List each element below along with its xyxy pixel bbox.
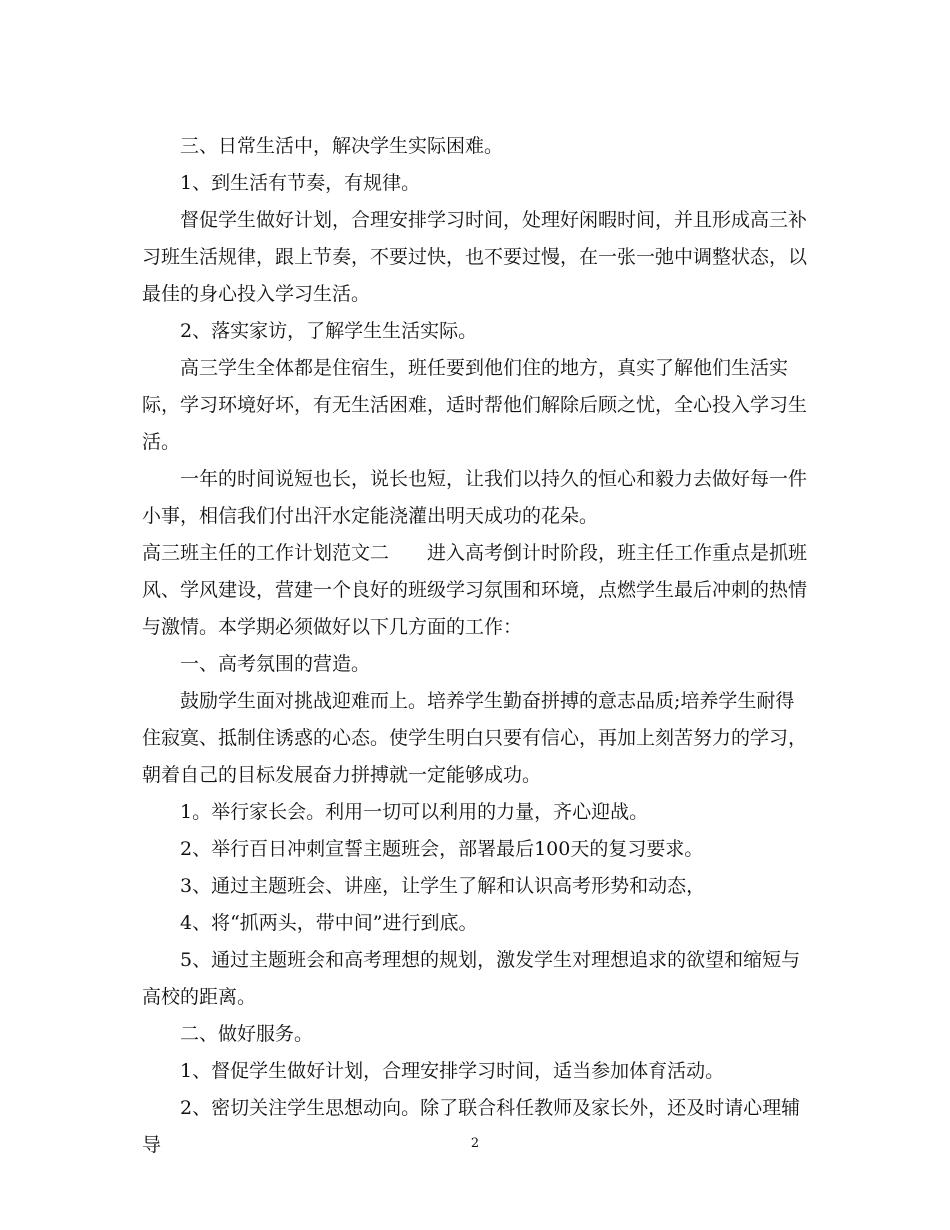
list-item-two-ends: 4、将“抓两头，带中间”进行到底。 — [180, 912, 478, 934]
paragraph-closing: 一年的时间说短也长，说长也短，让我们以持久的恒心和毅力去做好每一件小事，相信我们付出汗水定能浇灌出明天成功的花朵。 — [142, 468, 808, 527]
list-item-ideal-planning: 5、通过主题班会和高考理想的规划，激发学生对理想追求的欲望和缩短与高校的距离。 — [142, 949, 801, 1008]
section-heading-service: 二、做好服务。 — [180, 1023, 314, 1045]
section-heading-atmosphere: 一、高考氛围的营造。 — [180, 653, 371, 675]
list-item-study-plan: 1、督促学生做好计划，合理安排学习时间，适当参加体育活动。 — [180, 1060, 725, 1082]
page-number: 2 — [470, 1136, 480, 1151]
list-item-hundred-days: 2、举行百日冲刺宣誓主题班会，部署最后100天的复习要求。 — [180, 838, 704, 860]
list-item-thought-trends: 2、密切关注学生思想动向。除了联合科任教师及家长外，还及时请心理辅导 — [142, 1097, 801, 1156]
page-body — [142, 128, 812, 1164]
item-rhythm-heading: 1、到生活有节奏，有规律。 — [180, 172, 421, 194]
section-heading-daily-life: 三、日常生活中，解决学生实际困难。 — [180, 135, 504, 157]
paragraph-plan: 督促学生做好计划，合理安排学习时间，处理好闲暇时间，并且形成高三补习班生活规律，跟上节奏，不要过快，也不要过慢，在一张一弛中调整状态，以最佳的身心投入学习生活。 — [142, 209, 808, 305]
section-title-plan-two: 高三班主任的工作计划范文二 进入高考倒计时阶段，班主任工作重点是抓班风、学风建设，营建一个良好的班级学习氛围和环境，点燃学生最后冲刺的热情与激情。本学期必须做好以下几方面的工作： — [142, 542, 808, 638]
item-home-visit-heading: 2、落实家访，了解学生生活实际。 — [180, 320, 478, 342]
paragraph-home-visit: 高三学生全体都是住宿生，班任要到他们住的地方，真实了解他们生活实际，学习环境好坏，有无生活困难，适时帮他们解除后顾之忧，全心投入学习生活。 — [142, 357, 808, 453]
paragraph-encourage: 鼓励学生面对挑战迎难而上。培养学生勤奋拼搏的意志品质;培养学生耐得住寂寞、抵制住诱惑的心态。使学生明白只要有信心，再加上刻苦努力的学习，朝着自己的目标发展奋力拼搏就一定能够成功。 — [142, 690, 808, 786]
list-item-parent-meeting: 1。举行家长会。利用一切可以利用的力量，齐心迎战。 — [180, 801, 649, 823]
list-item-class-meeting: 3、通过主题班会、讲座，让学生了解和认识高考形势和动态， — [180, 875, 706, 897]
